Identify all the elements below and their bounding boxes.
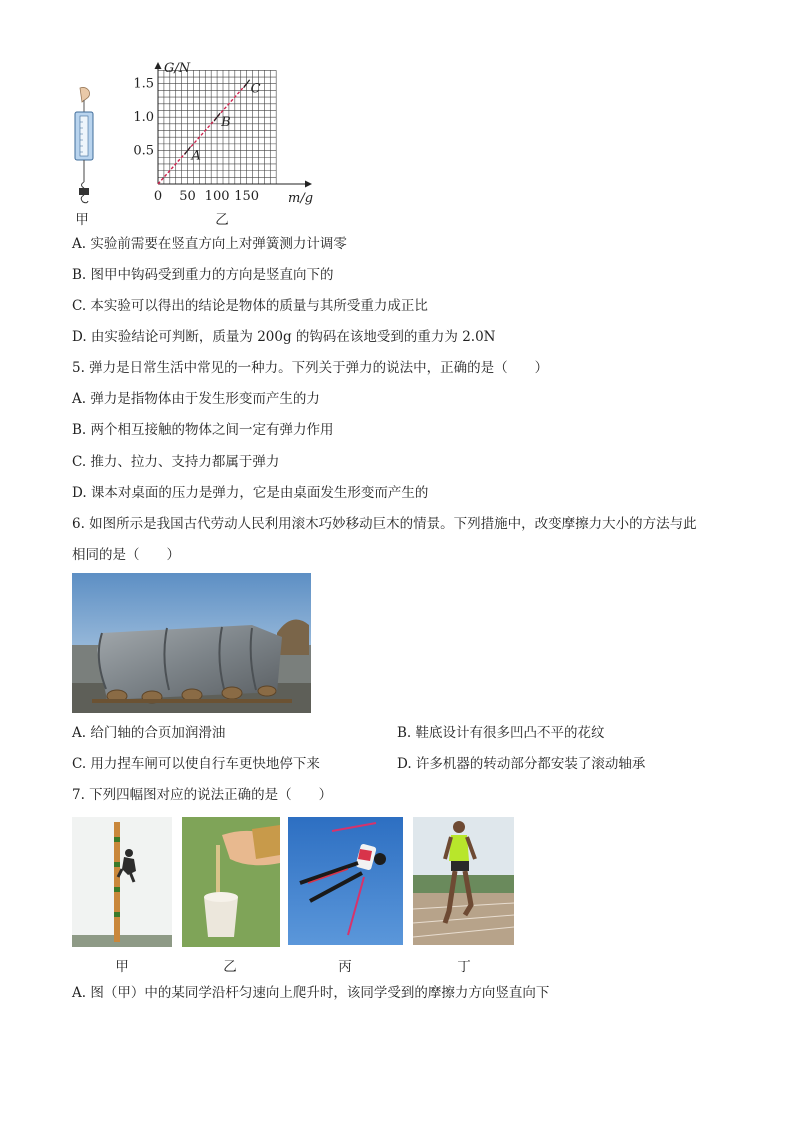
x-tick-label: 150 bbox=[234, 189, 260, 204]
q6-option-d: D. 许多机器的转动部分都安装了滚动轴承 bbox=[397, 756, 646, 772]
y-tick-label: 1.0 bbox=[133, 110, 154, 126]
caption-yi-top: 乙 bbox=[215, 212, 229, 228]
y-tick-label: 1.5 bbox=[133, 76, 154, 92]
caption-jia-q7: 甲 bbox=[115, 959, 129, 975]
chart-points bbox=[185, 80, 261, 164]
data-point-label-C: C bbox=[250, 81, 261, 97]
q4-option-b: B. 图甲中钩码受到重力的方向是竖直向下的 bbox=[72, 267, 334, 283]
q4-option-d: D. 由实验结论可判断，质量为 200g 的钩码在该地受到的重力为 2.0N bbox=[72, 329, 496, 345]
q5-stem: 5. 弹力是日常生活中常见的一种力。下列关于弹力的说法中，正确的是（ ） bbox=[72, 360, 549, 376]
data-point-label-B: B bbox=[221, 115, 231, 131]
chart-axes bbox=[155, 62, 313, 188]
photo-runner bbox=[413, 817, 514, 945]
q5-option-a: A. 弹力是指物体由于发生形变而产生的力 bbox=[72, 391, 320, 407]
gravity-mass-chart bbox=[130, 58, 330, 208]
data-point-label-A: A bbox=[191, 148, 201, 164]
x-tick-label: 100 bbox=[204, 189, 230, 204]
photo-pole-climb bbox=[72, 817, 172, 947]
q6-stem-line2: 相同的是（ ） bbox=[72, 547, 180, 563]
q4-option-a: A. 实验前需要在竖直方向上对弹簧测力计调零 bbox=[72, 236, 347, 252]
caption-jia-top: 甲 bbox=[75, 212, 89, 228]
x-tick-label: 0 bbox=[153, 189, 163, 204]
photo-ski-jump bbox=[288, 817, 403, 945]
q6-option-a: A. 给门轴的合页加润滑油 bbox=[72, 725, 226, 741]
photo-chopstick-rice bbox=[182, 817, 280, 947]
spring-scale-illustration bbox=[70, 86, 100, 206]
caption-bing-q7: 丙 bbox=[338, 959, 352, 975]
chart-xlabel: m/g bbox=[288, 191, 314, 206]
q6-stem-line1: 6. 如图所示是我国古代劳动人民利用滚木巧妙移动巨木的情景。下列措施中，改变摩擦力大小的方法与此 bbox=[72, 516, 697, 532]
caption-yi-q7: 乙 bbox=[223, 959, 237, 975]
q6-option-c: C. 用力捏车闸可以使自行车更快地停下来 bbox=[72, 756, 320, 772]
caption-ding-q7: 丁 bbox=[457, 959, 471, 975]
q5-option-d: D. 课本对桌面的压力是弹力，它是由桌面发生形变而产生的 bbox=[72, 485, 429, 501]
top-figure bbox=[60, 58, 330, 228]
q4-option-c: C. 本实验可以得出的结论是物体的质量与其所受重力成正比 bbox=[72, 298, 428, 314]
rolling-logs-photo bbox=[72, 573, 311, 713]
chart-ylabel: G/N bbox=[164, 61, 191, 76]
series-line bbox=[158, 84, 247, 184]
y-tick-label: 0.5 bbox=[133, 143, 154, 159]
q5-option-b: B. 两个相互接触的物体之间一定有弹力作用 bbox=[72, 422, 334, 438]
q7-option-a: A. 图（甲）中的某同学沿杆匀速向上爬升时，该同学受到的摩擦力方向竖直向下 bbox=[72, 985, 550, 1001]
q6-option-b: B. 鞋底设计有很多凹凸不平的花纹 bbox=[397, 725, 605, 741]
q5-option-c: C. 推力、拉力、支持力都属于弹力 bbox=[72, 454, 280, 470]
chart-line bbox=[158, 84, 247, 184]
x-tick-label: 50 bbox=[179, 189, 196, 204]
q7-stem: 7. 下列四幅图对应的说法正确的是（ ） bbox=[72, 787, 333, 803]
